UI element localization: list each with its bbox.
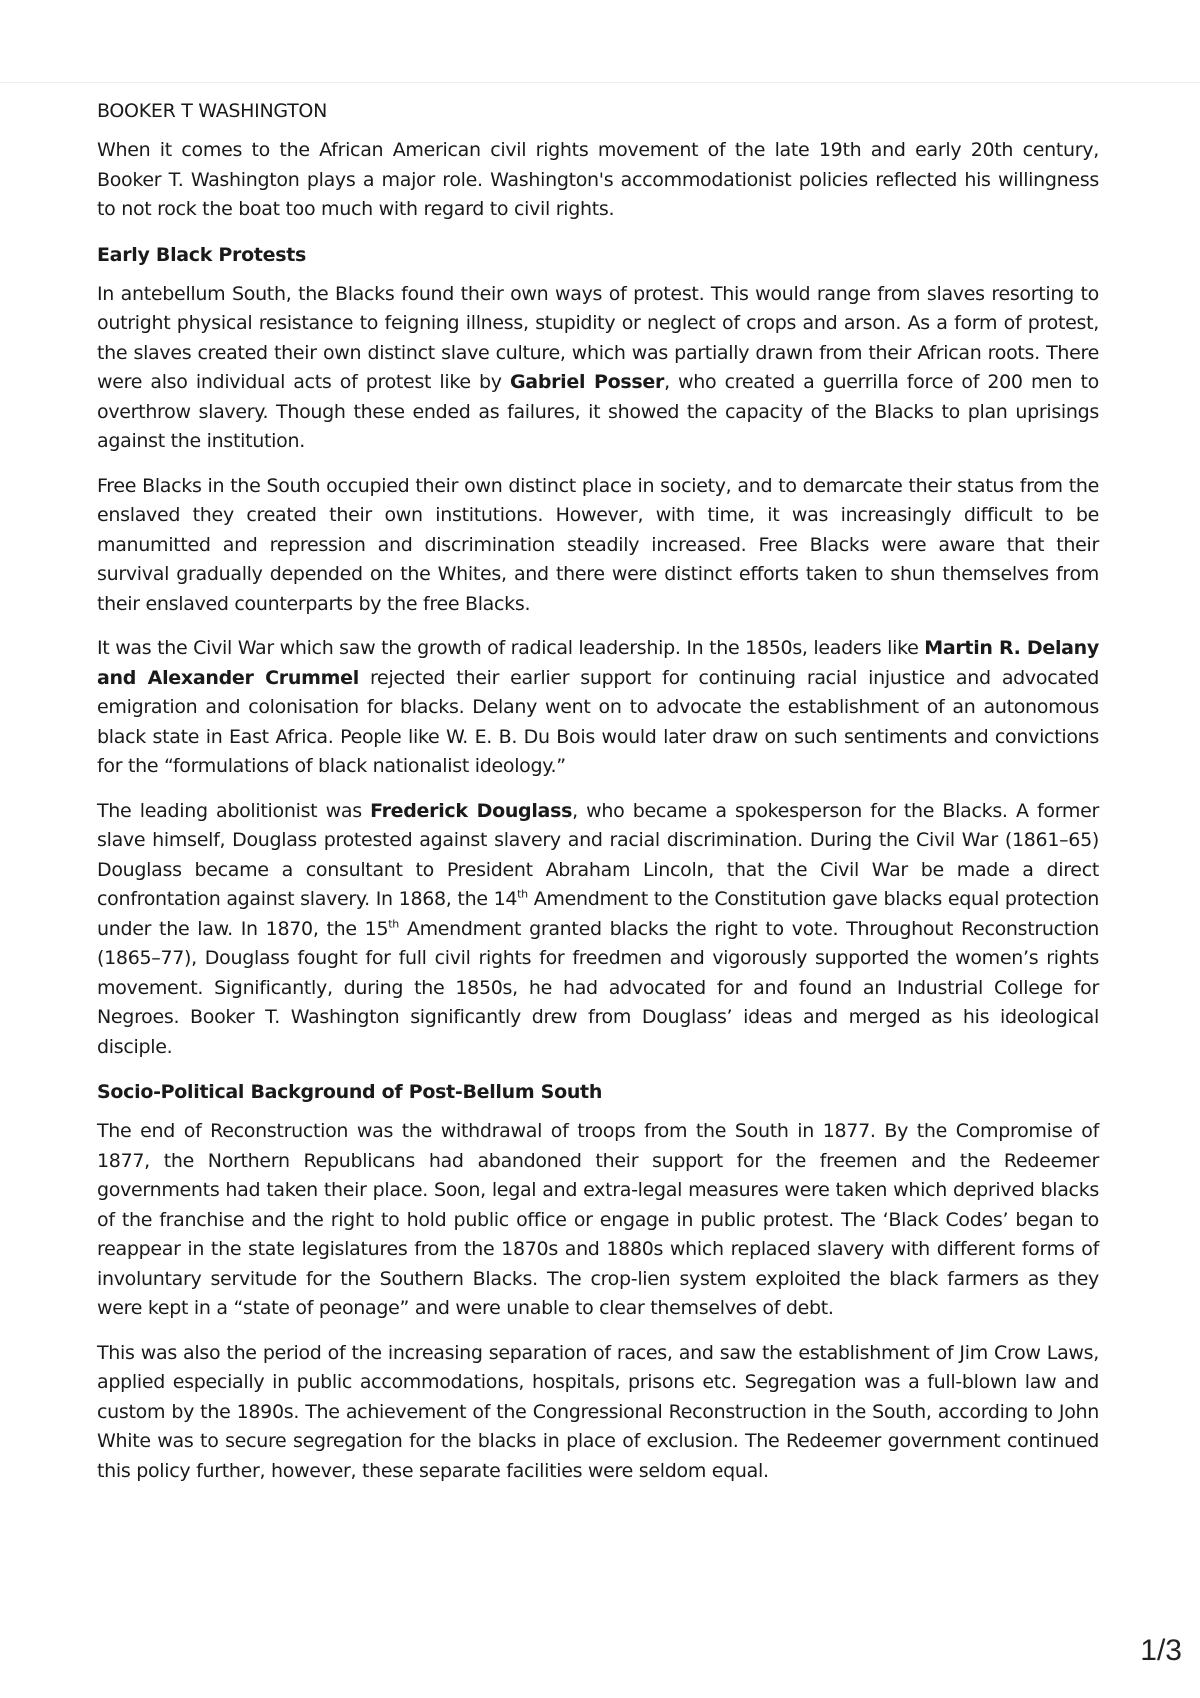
document-title: BOOKER T WASHINGTON: [97, 100, 327, 122]
paragraph-frederick-douglass: The leading abolitionist was Frederick Douglass, who became a spokesperson for the Blacks. A former slave himself, Douglass protested against slavery and racial discrimination. During the Civil War (1861–65) Douglass became a consultant to President Abraham Lincoln, that the Civil War be made a direct confrontation against slavery. In 1868, the 14th Amendment to the Constitution gave blacks equal protection under the law. In 1870, the 15th Amendment granted blacks the right to vote. Throughout Reconstruction (1865–77), Douglass fought for full civil rights for freedmen and vigorously supported the women’s rights movement. Significantly, during the 1850s, he had advocated for and found an Industrial College for Negroes. Booker T. Washington significantly drew from Douglass’ ideas and merged as his ideological disciple.: [97, 799, 1100, 1058]
names-delany-crummel: Martin R. Delany and Alexander Crummel: [97, 637, 1099, 689]
section-heading-early-black-protests: Early Black Protests: [97, 243, 307, 266]
viewer-top-strip: [0, 0, 1200, 83]
name-frederick-douglass: Frederick Douglass: [370, 799, 573, 822]
intro-paragraph: When it comes to the African American civil rights movement of the late 19th and early 20th century, Booker T. Washington plays a major role. Washington's accommodationist policies reflected his willingness to not rock the boat too much with regard to civil rights.: [97, 139, 1099, 220]
paragraph-free-blacks: Free Blacks in the South occupied their own distinct place in society, and to demarcate their status from the enslaved they created their own institutions. However, with time, it was increasingly difficult to be manumitted and repression and discrimination steadily increased. Free Blacks were aware that their survival gradually depended on the Whites, and there were distinct efforts taken to shun themselves from their enslaved counterparts by the free Blacks.: [97, 474, 1099, 615]
page-number: 1/3: [1140, 1634, 1182, 1667]
name-gabriel-posser: Gabriel Posser: [510, 371, 665, 393]
paragraph-end-of-reconstruction: The end of Reconstruction was the withdrawal of troops from the South in 1877. By the Compromise of 1877, the Northern Republicans had abandoned their support for the freemen and the Redeemer governments had taken their place. Soon, legal and extra-legal measures were taken which deprived blacks of the franchise and the right to hold public office or engage in public protest. The ‘Black Codes’ began to reappear in the state legislatures from the 1870s and 1880s which replaced slavery with different forms of involuntary servitude for the Southern Blacks. The crop-lien system exploited the black farmers as they were kept in a “state of peonage” and were unable to clear themselves of debt.: [97, 1120, 1099, 1319]
paragraph-antebellum-protest: In antebellum South, the Blacks found their own ways of protest. This would range from slaves resorting to outright physical resistance to feigning illness, stupidity or neglect of crops and arson. As a form of protest, the slaves created their own distinct slave culture, which was partially drawn from their African roots. There were also individual acts of protest like by Gabriel Posser, who created a guerrilla force of 200 men to overthrow slavery. Though these ended as failures, it showed the capacity of the Blacks to plan uprisings against the institution.: [97, 282, 1100, 452]
paragraph-radical-leadership: It was the Civil War which saw the growth of radical leadership. In the 1850s, leaders like Martin R. Delany and Alexander Crummel rejected their earlier support for continuing racial injustice and advocated emigration and colonisation for blacks. Delany went on to advocate the establishment of an autonomous black state in East Africa. People like W. E. B. Du Bois would later draw on such sentiments and convictions for the “formulations of black nationalist ideology.”: [97, 637, 1099, 777]
section-heading-post-bellum-south: Socio-Political Background of Post-Bellum South: [97, 1081, 603, 1103]
document-page: [97, 96, 1099, 1501]
paragraph-jim-crow: This was also the period of the increasing separation of races, and saw the establishment of Jim Crow Laws, applied especially in public accommodations, hospitals, prisons etc. Segregation was a full-blown law and custom by the 1890s. The achievement of the Congressional Reconstruction in the South, according to John White was to secure segregation for the blacks in place of exclusion. The Redeemer government continued this policy further, however, these separate facilities were seldom equal.: [97, 1341, 1099, 1482]
